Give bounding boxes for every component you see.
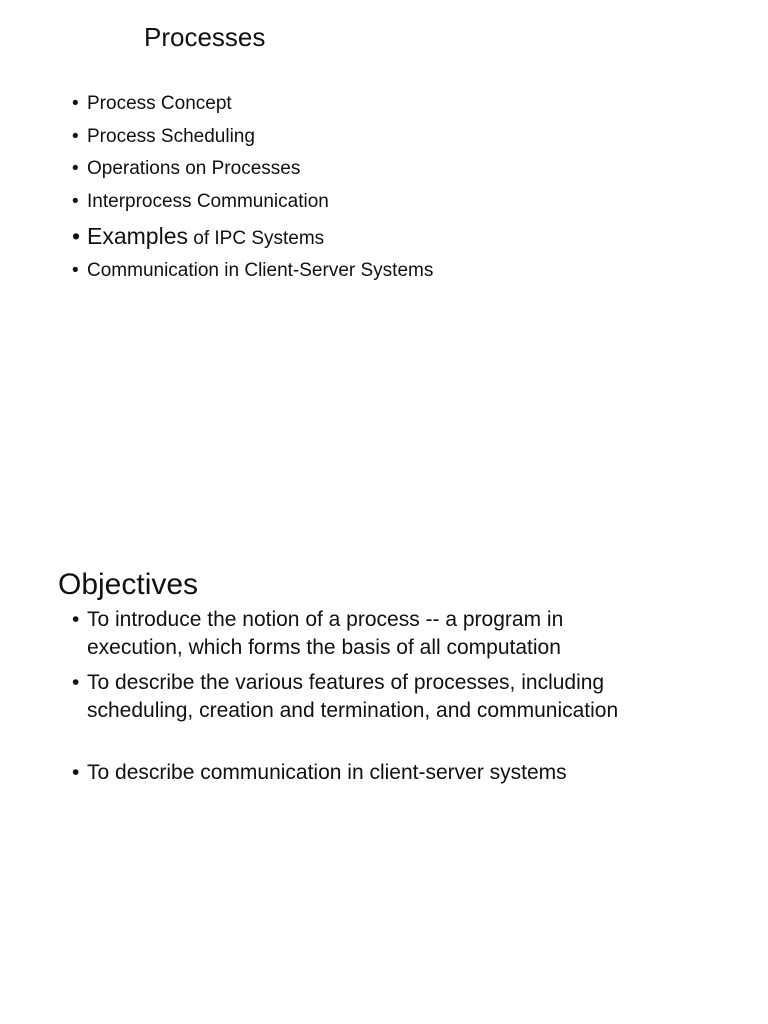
bullet-icon: • [72,608,80,631]
bullet-list [72,92,712,291]
list-item: • Communication in Client-Server Systems [72,259,434,281]
bullet-icon: • [72,125,79,147]
slide-title: Processes [144,22,266,52]
list-item: • Interprocess Communication [72,190,329,212]
list-item: • To describe communication in client-server systems [72,759,652,787]
bullet-icon: • [72,93,79,114]
bullet-list [72,606,652,794]
list-item: • Operations on Processes [72,158,301,179]
bullet-icon: • [72,259,79,281]
slide-title: Objectives [58,568,199,601]
bullet-icon: • [72,761,80,784]
bullet-icon: • [72,158,79,179]
bullet-icon: • [72,223,81,249]
list-item: • To describe the various features of processes, including scheduling, creation and termination, and communication [72,671,619,722]
list-item: • Process Scheduling [72,125,255,147]
list-item-examples: • Examples of IPC Systems [72,223,325,249]
list-item: • To introduce the notion of a process -- a program in execution, which forms the basis of all computation [72,608,564,659]
slide-objectives [0,560,768,1024]
list-item: • Process Concept [72,93,232,114]
bullet-icon: • [72,671,80,694]
bullet-icon: • [72,190,79,212]
